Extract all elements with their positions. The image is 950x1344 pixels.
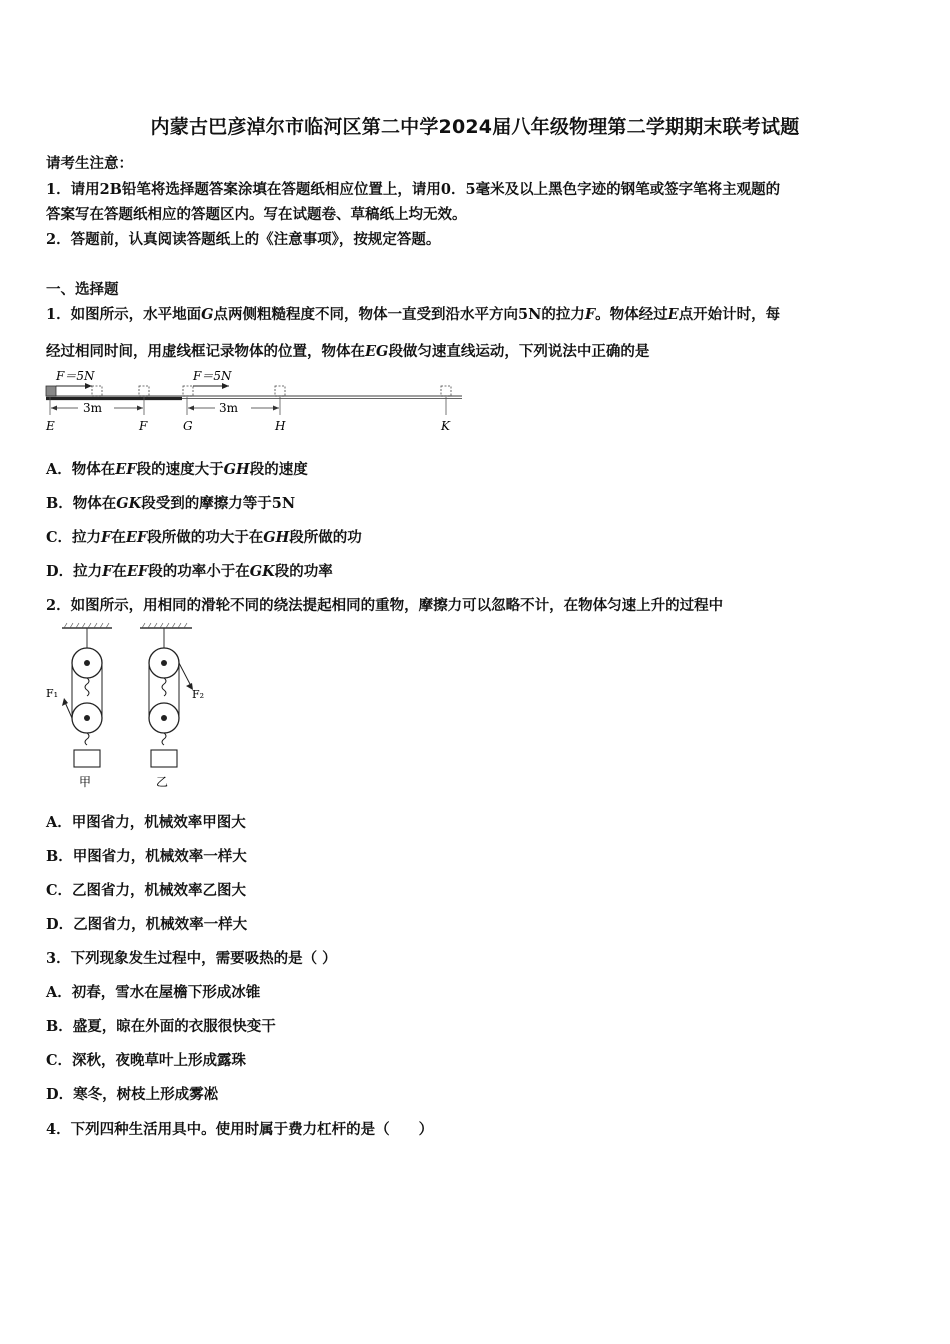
q3-option-a: A．初春，雪水在屋檐下形成冰锥 — [46, 984, 261, 1001]
q2-option-d: D．乙图省力，机械效率一样大 — [46, 916, 248, 933]
q2-stem: 2．如图所示，用相同的滑轮不同的绕法提起相同的重物，摩擦力可以忽略不计，在物体匀速上升的过程中 — [46, 597, 724, 614]
q2-option-a: A．甲图省力，机械效率甲图大 — [46, 814, 246, 831]
q3-stem: 3．下列现象发生过程中，需要吸热的是（ ） — [46, 950, 337, 967]
point-label-E: E — [46, 419, 55, 433]
notice-item-1-line-2: 答案写在答题纸相应的答题区内。写在试题卷、草稿纸上均无效。 — [46, 206, 467, 223]
q4-stem: 4．下列四种生活用具中。使用时属于费力杠杆的是（ ） — [46, 1121, 434, 1138]
q1-option-c: C．拉力F在EF段所做的功大于在GH段所做的功 — [46, 529, 362, 546]
section-heading: 一、选择题 — [46, 281, 119, 298]
distance-label-2: 3m — [219, 401, 239, 415]
point-label-K: K — [441, 419, 450, 433]
force-label-1: F＝5N — [56, 369, 95, 383]
q2-option-c: C．乙图省力，机械效率乙图大 — [46, 882, 247, 899]
label-jia: 甲 — [79, 775, 92, 789]
q1-stem-line-1: 1．如图所示，水平地面G点两侧粗糙程度不同，物体一直受到沿水平方向5N的拉力F。物体经过E点开始计时，每 — [46, 306, 781, 323]
q1-stem-line-2: 经过相同时间，用虚线框记录物体的位置，物体在EG段做匀速直线运动，下列说法中正确的是 — [46, 343, 650, 360]
q3-option-c: C．深秋，夜晚草叶上形成露珠 — [46, 1052, 247, 1069]
force-label-2: F＝5N — [193, 369, 232, 383]
force-label-f1: F₁ — [46, 687, 59, 700]
q2-pulley-figure — [42, 622, 212, 790]
q3-option-d: D．寒冬，树枝上形成雾凇 — [46, 1086, 219, 1103]
force-label-f2: F₂ — [192, 688, 205, 701]
notice-item-1-line-1: 1．请用2B铅笔将选择题答案涂填在答题纸相应位置上，请用0．5毫米及以上黑色字迹的钢笔或签字笔将主观题的 — [46, 181, 781, 198]
q1-option-a: A．物体在EF段的速度大于GH段的速度 — [46, 461, 308, 478]
point-label-F: F — [139, 419, 148, 433]
q3-option-b: B．盛夏，晾在外面的衣服很快变干 — [46, 1018, 276, 1035]
notice-item-2: 2．答题前，认真阅读答题纸上的《注意事项》，按规定答题。 — [46, 231, 441, 248]
q2-option-b: B．甲图省力，机械效率一样大 — [46, 848, 247, 865]
label-yi: 乙 — [156, 775, 169, 789]
point-label-G: G — [183, 419, 193, 433]
point-label-H: H — [275, 419, 286, 433]
page-title: 内蒙古巴彦淖尔市临河区第二中学2024届八年级物理第二学期期末联考试题 — [150, 116, 800, 138]
notice-heading: 请考生注意： — [46, 155, 133, 172]
q1-option-d: D．拉力F在EF段的功率小于在GK段的功率 — [46, 563, 333, 580]
q1-figure — [40, 366, 470, 438]
q1-option-b: B．物体在GK段受到的摩擦力等于5N — [46, 495, 296, 512]
distance-label-1: 3m — [83, 401, 103, 415]
